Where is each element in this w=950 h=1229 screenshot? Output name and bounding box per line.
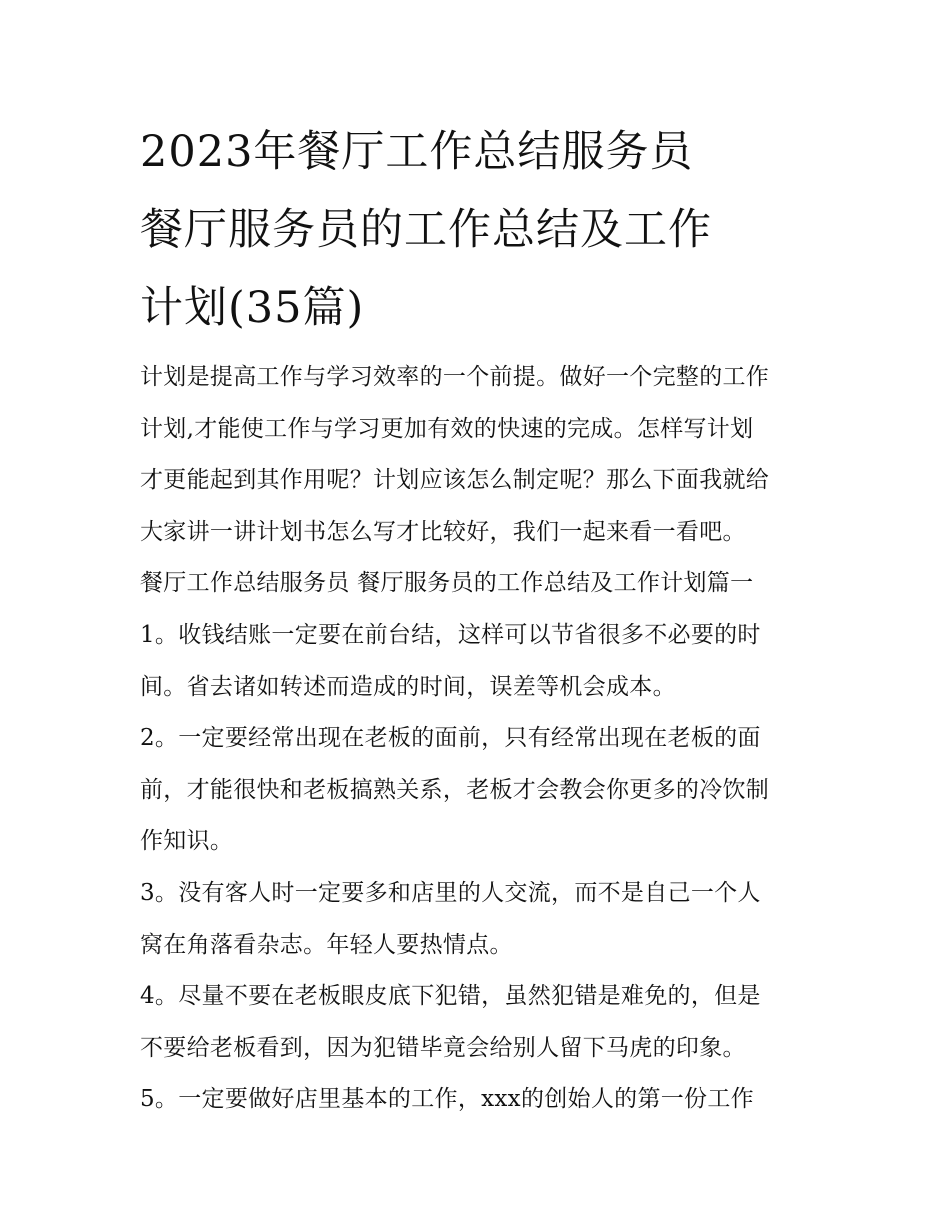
document-body [140,352,830,1126]
list-item-line: 4。尽量不要在老板眼皮底下犯错，虽然犯错是难免的，但是 [140,983,761,1010]
list-item-line: 不要给老板看到，因为犯错毕竟会给别人留下马虎的印象。 [140,1034,746,1061]
title-line: 计划(35篇) [140,283,365,333]
list-item-line: 3。没有客人时一定要多和店里的人交流，而不是自己一个人 [140,879,761,906]
title-line: 2023年餐厅工作总结服务员 [140,127,694,177]
list-item-line: 作知识。 [140,828,234,855]
list-item-line: 2。一定要经常出现在老板的面前，只有经常出现在老板的面 [140,725,761,752]
intro-line: 才更能起到其作用呢？计划应该怎么制定呢？那么下面我就给 [140,467,770,494]
list-item-line: 窝在角落看杂志。年轻人要热情点。 [140,931,513,958]
list-item-line: 1。收钱结账一定要在前台结，这样可以节省很多不必要的时 [140,621,761,648]
list-item-line: 前，才能很快和老板搞熟关系，老板才会教会你更多的冷饮制 [140,776,770,803]
intro-line: 计划,才能使工作与学习更加有效的快速的完成。怎样写计划 [140,415,754,442]
document-title [140,113,830,347]
intro-line: 大家讲一讲计划书怎么写才比较好，我们一起来看一看吧。 [140,518,746,545]
list-item-line: 间。省去诸如转述而造成的时间，误差等机会成本。 [140,673,676,700]
section-heading: 餐厅工作总结服务员 餐厅服务员的工作总结及工作计划篇一 [140,570,754,597]
intro-line: 计划是提高工作与学习效率的一个前提。做好一个完整的工作 [140,364,770,390]
title-line: 餐厅服务员的工作总结及工作 [140,205,712,255]
list-item-line: 5。一定要做好店里基本的工作，xxx的创始人的第一份工作 [140,1086,754,1113]
